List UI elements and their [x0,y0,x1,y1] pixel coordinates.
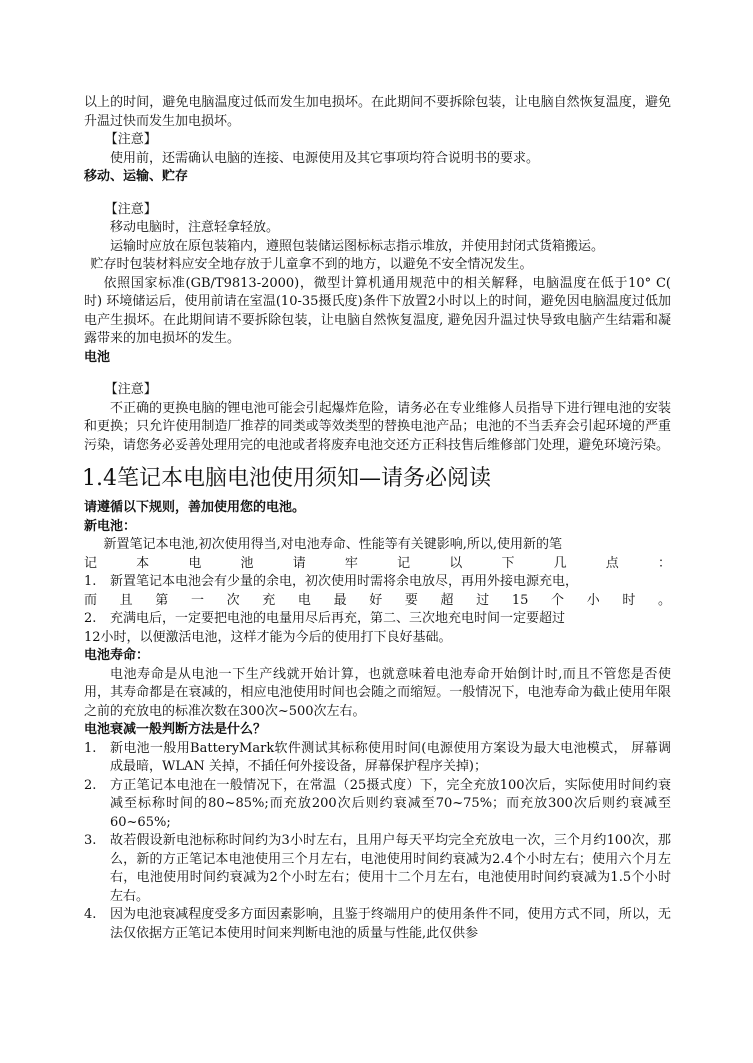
heading-battery-decay: 电池衰减一般判断方法是什么？ [84,722,267,737]
paragraph-move-2: 运输时应放在原包装箱内，遵照包装储运图标标志指示堆放，并使用封闭式货箱搬运。 [110,238,605,254]
paragraph-battery-life: 电池寿命是从电池一下生产线就开始计算，也就意味着电池寿命开始倒计时,而且不管您是否使用，其寿命都是在衰减的，相应电池使用时间也会随之而缩短。一般情况下，电池寿命为截止使用年限之前的充放电的标准次数在300次~500次左右。 [84,666,671,719]
note-label: 【注意】 [104,201,157,217]
list-item-text: 新置笔记本电池会有少量的余电，初次使用时需将余电放尽，再用外接电源充电， [110,574,579,589]
heading-battery: 电池 [84,349,111,365]
list-item [84,740,671,777]
list-item [84,906,671,943]
list-item [84,610,671,629]
paragraph-move-3: 贮存时包装材料应安全地存放于儿童拿不到的地方，以避免不安全情况发生。 [90,257,533,272]
heading-battery-life: 电池寿命： [84,648,150,663]
section-title: 1.4笔记本电脑电池使用须知—请务必阅读 [82,466,491,491]
heading-new-battery: 新电池： [84,518,137,534]
list-item-number: 4. [84,907,97,922]
paragraph-top: 以上的时间，避免电脑温度过低而发生加电损坏。在此期间不要拆除包装，让电脑自然恢复温度，避免升温过快而发生加电损坏。 [84,95,671,129]
list-item [84,832,671,906]
paragraph-move-4: 依照国家标准(GB/T9813-2000)，微型计算机通用规范中的相关解释，电脑温度在低于10° C( 时) 环境储运后，使用前请在室温(10-35摄氏度)条件下放置2小时以上的时间，避免因电脑温度过低加电产生损坏。在此期间请不要拆除包装，让电脑自然恢复温度, 避免因升温过快导致电脑产生结霜和凝露带来的加电损坏的发生。 [84,275,671,346]
list-item [84,573,671,592]
heading-move: 移动、运输、贮存 [84,169,189,184]
list-item-text: 新电池一般用BatteryMark软件测试其标称使用时间(电源使用方案设为最大电池模式， 屏幕调成最暗，WLAN 关掉，不插任何外接设备，屏幕保护程序关掉)； [110,740,671,774]
paragraph-new-battery: 新置笔记本电池,初次使用得当,对电池寿命、性能等有关键影响,所以,使用新的笔 [103,537,563,552]
section-intro: 请遵循以下规则，善加使用您的电池。 [84,500,306,515]
list-item-text: 故若假设新电池标称时间约为3小时左右，且用户每天平均完全充放电一次，三个月约100次，那么，新的方正笔记本电池使用三个月左右，电池使用时间约衰减为2.4个小时左右；使用六个月左右，电池使用时间约衰减为2个小时左右；使用十二个月左右，电池使用时间约衰减为1.5个小时左右。 [110,833,671,904]
list-item-number: 2. [84,777,97,793]
list-item-text: 方正笔记本电池在一般情况下，在常温（25摄式度）下，完全充放100次后，实际使用时间约衰减至标称时间的80~85%;而充放200次后则约衰减至70~75%；而充放300次后则约衰减至60~65%; [110,777,671,830]
new-battery-list [84,573,671,647]
list-item-number: 2. [84,611,97,626]
document-page [84,94,671,943]
list-item-text: 充满电后，一定要把电池的电量用尽后再充，第二、三次地充电时间一定要超过 [110,611,566,626]
list-item-number: 1. [84,574,97,589]
decay-list [84,740,671,944]
paragraph-note-text: 使用前，还需确认电脑的连接、电源使用及其它事项均符合说明书的要求。 [110,150,540,166]
list-item-number: 3. [84,833,97,848]
note-label: 【注意】 [104,132,157,147]
paragraph-move-1: 移动电脑时，注意轻拿轻放。 [110,220,280,235]
list-item-continuation: 而且第一次充电最好要超过15个小时。 [84,592,671,608]
paragraph-new-battery-spread: 记本电池请牢记以下几点： [84,555,671,571]
list-item-text: 因为电池衰减程度受多方面因素影响，且鉴于终端用户的使用条件不同，使用方式不同，所以，无法仅依据方正笔记本使用时间来判断电池的质量与性能,此仅供参 [110,907,671,941]
list-item-number: 1. [84,740,97,756]
list-item [84,777,671,833]
list-item-continuation: 12小时，以便激活电池，这样才能为今后的使用打下良好基础。 [84,629,452,645]
paragraph-battery: 不正确的更换电脑的锂电池可能会引起爆炸危险，请务必在专业维修人员指导下进行锂电池的安装和更换；只允许使用制造厂推荐的同类或等效类型的替换电池产品；电池的不当丢弃会引起环境的严重污染，请您务必妥善处理用完的电池或者将废弃电池交还方正科技售后维修部门处理，避免环境污染。 [84,400,671,453]
note-label: 【注意】 [104,382,157,397]
